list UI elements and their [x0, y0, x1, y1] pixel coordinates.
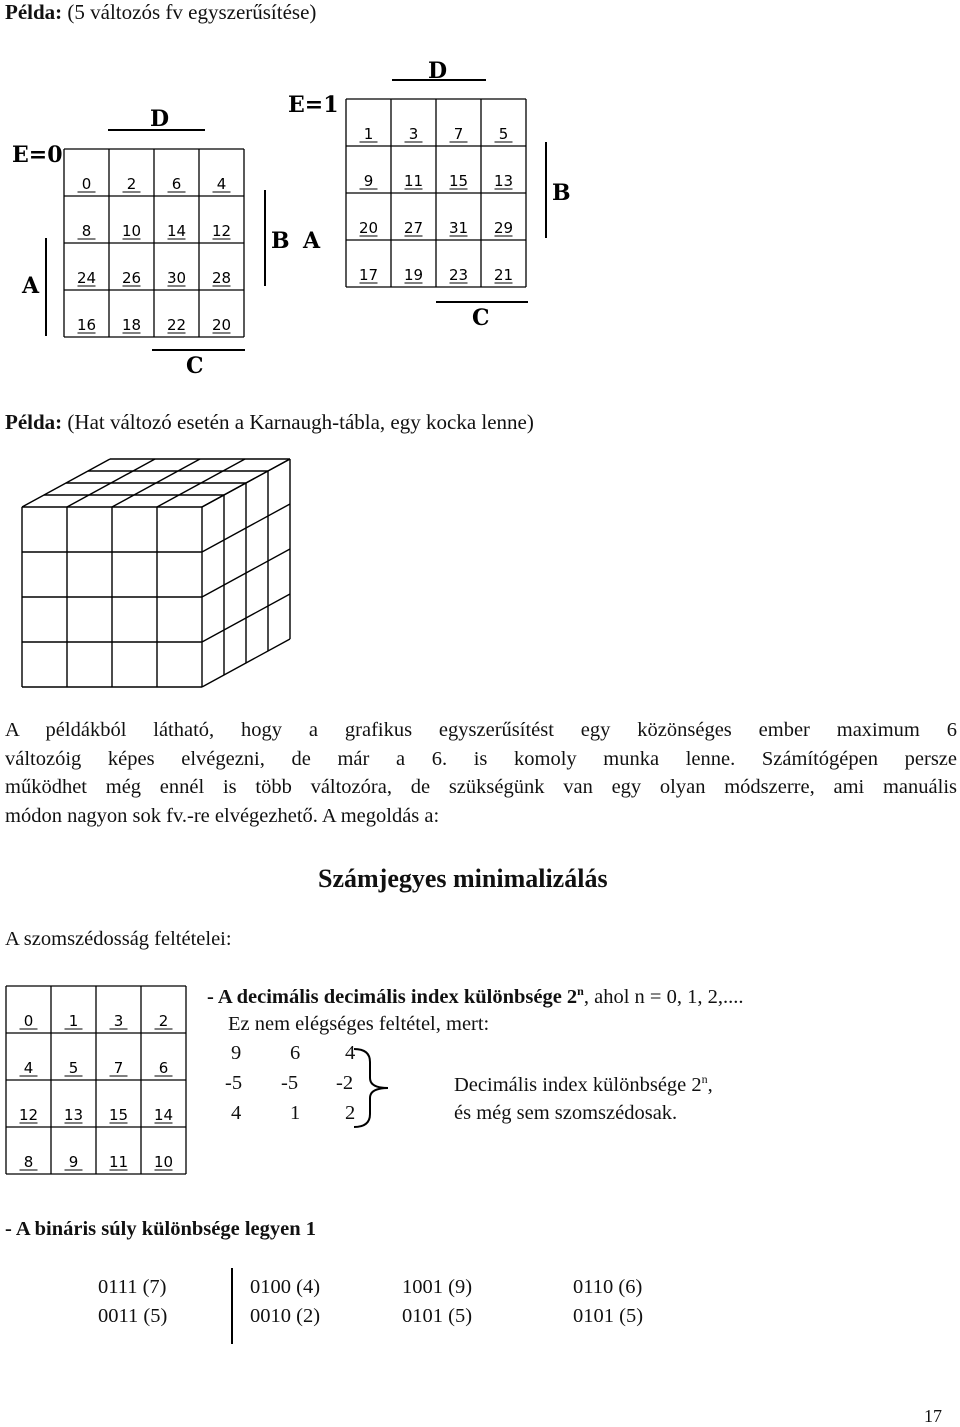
kmap-cell-value: 6 [171, 175, 182, 193]
kmap-e1-label-b-left: B [271, 228, 290, 254]
kmap-cell-value: 6 [158, 1059, 169, 1077]
example-label: Példa: [5, 0, 63, 24]
paragraph-line: A példákból látható, hogy a grafikus egyszerűsítést egy közönséges ember maximum 6 [5, 719, 957, 741]
kmap-cell-value: 26 [121, 269, 142, 287]
kmap-cell-value: 5 [498, 125, 509, 143]
kmap-cell-value: 7 [453, 125, 464, 143]
kmap-cell-value: 8 [81, 222, 92, 240]
kmap-cell-value: 11 [403, 172, 424, 190]
kmap-cell-value: 29 [493, 219, 514, 237]
kmap-cell-value: 7 [113, 1059, 124, 1077]
kmap-cell-value: 9 [68, 1153, 79, 1171]
right-brace-icon [350, 1046, 400, 1130]
paragraph-line: működhet még ennél is több változóra, de szükségünk van egy olyan módszerre, ami manuális [5, 776, 957, 798]
rule-insufficient: Ez nem elégséges feltétel, mert: [228, 1013, 490, 1035]
kmap-cell-value: 11 [108, 1153, 129, 1171]
kmap-cell-value: 1 [363, 125, 374, 143]
kmap-e0-label-c: C [186, 353, 204, 379]
kmap-e1-label-d: D [428, 58, 448, 84]
kmap-cell-value: 14 [166, 222, 187, 240]
kmap-cell-value: 22 [166, 316, 187, 334]
binary-pair: 1001 (9) [402, 1276, 473, 1298]
number: 4 [345, 1042, 356, 1064]
kmap-e1 [265, 58, 571, 331]
kmap-cell-value: 10 [121, 222, 142, 240]
kmap-cell-value: 16 [76, 316, 97, 334]
rule-binary-weight: - A bináris súly különbsége legyen 1 [5, 1218, 316, 1240]
number: 4 [231, 1102, 242, 1124]
kmap-e1-label-b-right: B [552, 180, 571, 206]
number: -5 [281, 1072, 299, 1094]
example-label-2: Példa: [5, 410, 63, 434]
kmap-cell-value: 2 [158, 1012, 169, 1030]
kmap-cell-value: 20 [211, 316, 232, 334]
binary-pair: 0110 (6) [573, 1276, 643, 1298]
kmap-cell-value: 2 [126, 175, 137, 193]
rule-decimal-index-rest: , ahol n = 0, 1, 2,.... [583, 985, 744, 1008]
kmap-cell-value: 27 [403, 219, 424, 237]
binary-pair: 0011 (5) [98, 1305, 168, 1327]
kmap-cell-value: 19 [403, 266, 424, 284]
kmap-cell-value: 3 [408, 125, 419, 143]
brace-note-line-2: és még sem szomszédosak. [454, 1102, 678, 1124]
kmap-cell-value: 14 [153, 1106, 174, 1124]
kmap-cell-value: 4 [216, 175, 227, 193]
kmap-cell-value: 31 [448, 219, 469, 237]
number: 9 [231, 1042, 242, 1064]
six-variable-cube-diagram [0, 455, 320, 700]
kmap-cell-value: 12 [18, 1106, 39, 1124]
kmap-cell-value: 5 [68, 1059, 79, 1077]
brace-note-line-1 [454, 1072, 713, 1097]
kmap-e0-label-d: D [150, 106, 170, 132]
number: -2 [336, 1072, 354, 1094]
kmap-cell-value: 10 [153, 1153, 174, 1171]
kmap-cell-value: 17 [358, 266, 379, 284]
brace-note-comma: , [707, 1073, 713, 1096]
kmap-cell-value: 4 [23, 1059, 34, 1077]
kmap-cell-value: 15 [108, 1106, 129, 1124]
number: 1 [290, 1102, 301, 1124]
example-heading-text: (5 változós fv egyszerűsítése) [62, 0, 317, 24]
kmap-e0-label-e: E=0 [12, 142, 63, 168]
subtraction-example [0, 1042, 400, 1132]
five-variable-karnaugh-maps [0, 50, 600, 380]
binary-pair: 0010 (2) [250, 1305, 321, 1327]
example-heading-2 [5, 410, 534, 435]
kmap-cell-value: 12 [211, 222, 232, 240]
body-paragraph [5, 716, 957, 830]
kmap-cell-value: 18 [121, 316, 142, 334]
rule-decimal-index [207, 984, 743, 1009]
binary-pair: 0100 (4) [250, 1276, 321, 1298]
number: 2 [345, 1102, 356, 1124]
binary-pair: 0101 (5) [573, 1305, 644, 1327]
number: 6 [290, 1042, 301, 1064]
kmap-e1-label-a: A [303, 228, 321, 254]
kmap-e1-label-e: E=1 [288, 92, 339, 118]
kmap-cell-value: 15 [448, 172, 469, 190]
kmap-cell-value: 0 [81, 175, 92, 193]
rule-decimal-index-text: - A decimális decimális index különbsége 2 [207, 985, 578, 1008]
kmap-cell-value: 0 [23, 1012, 34, 1030]
binary-pair: 0101 (5) [402, 1305, 473, 1327]
kmap-cell-value: 1 [68, 1012, 79, 1030]
brace-note-text: Decimális index különbsége 2 [454, 1073, 702, 1096]
kmap-cell-value: 8 [23, 1153, 34, 1171]
section-title: Számjegyes minimalizálás [318, 864, 608, 893]
kmap-e1-label-c: C [472, 305, 490, 331]
vertical-divider [231, 1268, 233, 1344]
kmap-cell-value: 9 [363, 172, 374, 190]
adjacency-label: A szomszédosság feltételei: [5, 928, 232, 950]
page-number: 17 [924, 1406, 942, 1426]
example-heading-1 [5, 0, 316, 25]
binary-pair: 0111 (7) [98, 1276, 167, 1298]
kmap-cell-value: 3 [113, 1012, 124, 1030]
example-heading-2-text: (Hat változó esetén a Karnaugh-tábla, egy kocka lenne) [62, 410, 534, 434]
kmap-cell-value: 28 [211, 269, 232, 287]
paragraph-line: változóig képes elvégezni, de már a 6. is komoly munka lenne. Számítógépen persze [5, 747, 957, 770]
kmap-cell-value: 23 [448, 266, 469, 284]
kmap-cell-value: 20 [358, 219, 379, 237]
kmap-cell-value: 24 [76, 269, 97, 287]
kmap-cell-value: 30 [166, 269, 187, 287]
paragraph-line: módon nagyon sok fv.-re elvégezhető. A megoldás a: [5, 804, 440, 827]
kmap-cell-value: 13 [493, 172, 514, 190]
kmap-e0-label-a: A [22, 273, 40, 299]
number: -5 [225, 1072, 243, 1094]
kmap-cell-value: 13 [63, 1106, 84, 1124]
rule-superscript: n [577, 984, 584, 998]
kmap-e0 [12, 106, 245, 379]
kmap-cell-value: 21 [493, 266, 514, 284]
brace-note-superscript: n [701, 1072, 708, 1086]
